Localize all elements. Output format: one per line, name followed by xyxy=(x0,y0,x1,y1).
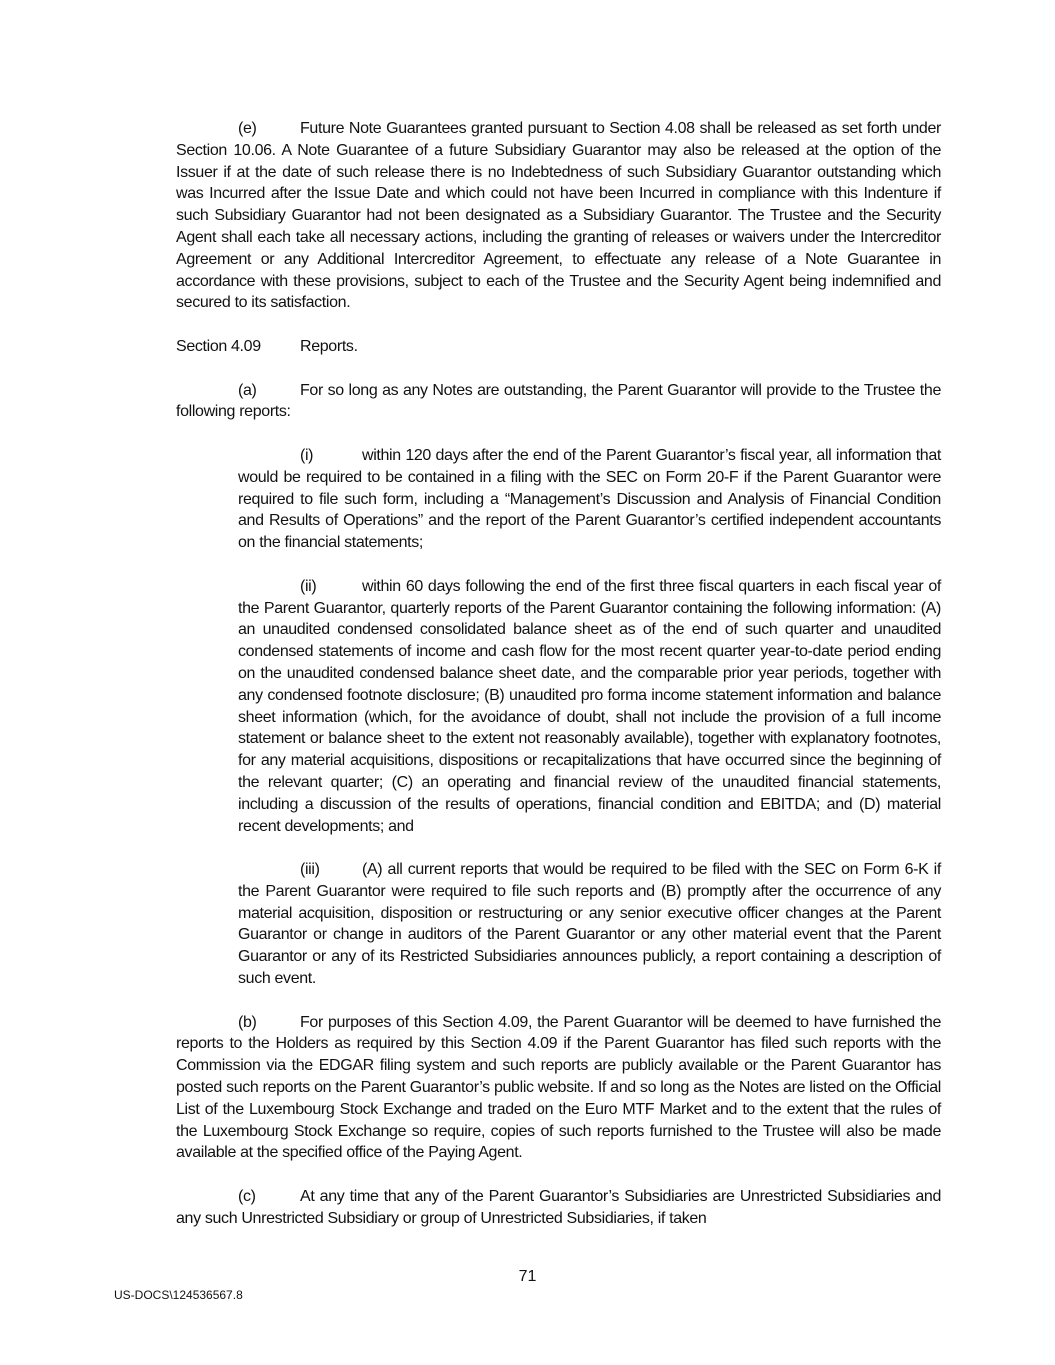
paragraph-c xyxy=(176,1186,941,1230)
subitem-ii xyxy=(238,576,941,838)
subitem-text: (A) all current reports that would be required to be filed with the SEC on Form 6-K if the Parent Guarantor were required to file such reports and (B) promptly after the occurrence of any material acquisition, disposition or restructuring or any senior executive officer changes at the Parent Guarantor or change in auditors of the Parent Guarantor or any other material event that the Parent Guarantor or any of its Restricted Subsidiaries announces publicly, a report containing a description of such event. xyxy=(238,861,941,988)
paragraph-text: For purposes of this Section 4.09, the Parent Guarantor will be deemed to have furnished the reports to the Holders as required by this Section 4.09 if the Parent Guarantor has filed such reports with the Commission via the EDGAR filing system and such reports are publicly available or the Parent Guarantor has posted such reports on the Parent Guarantor’s public website. If and so long as the Notes are listed on the Official List of the Luxembourg Stock Exchange and traded on the Euro MTF Market and to the extent that the rules of the Luxembourg Stock Exchange so require, copies of such reports furnished to the Trustee will also be made available at the specified office of the Paying Agent. xyxy=(176,1013,941,1162)
paragraph-text: For so long as any Notes are outstanding, the Parent Guarantor will provide to the Trustee the following reports: xyxy=(176,381,941,421)
paragraph-b xyxy=(176,1012,941,1165)
subitem-iii xyxy=(238,859,941,990)
subitem-label: (iii) xyxy=(300,861,320,879)
document-id: US-DOCS\124536567.8 xyxy=(114,1288,243,1302)
section-title: Reports. xyxy=(300,337,358,355)
subitem-text: within 60 days following the end of the first three fiscal quarters in each fiscal year of the Parent Guarantor, quarterly reports of the Parent Guarantor containing the following information: (A) an unaudited condensed consolidated balance sheet as of the end of such quarter and unaudited condensed statements of income and cash flow for the most recent quarter year-to-date period ending on the unaudited condensed balance sheet date, and the comparable prior year periods, together with any condensed footnote disclosure; (B) unaudited pro forma income statement information and balance sheet information (which, for the avoidance of doubt, shall not include the provision of a full income statement or balance sheet to the extent not reasonably available), together with explanatory footnotes, for any material acquisitions, dispositions or recapitalizations that have occurred since the beginning of the relevant quarter; (C) an operating and financial review of the unaudited financial statements, including a discussion of the results of operations, financial condition and EBITDA; and (D) material recent developments; and xyxy=(238,577,941,835)
paragraph-a xyxy=(176,380,941,424)
paragraph-label: (a) xyxy=(238,381,257,399)
paragraph-e xyxy=(176,118,941,314)
page-number: 71 xyxy=(518,1268,537,1285)
subitem-text: within 120 days after the end of the Parent Guarantor’s fiscal year, all information that would be required to be contained in a filing with the SEC on Form 20-F if the Parent Guarantor were required to file such form, including a “Management’s Discussion and Analysis of Financial Condition and Results of Operations” and the report of the Parent Guarantor’s certified independent accountants on the financial statements; xyxy=(238,446,941,552)
subitem-i xyxy=(238,445,941,554)
paragraph-text: At any time that any of the Parent Guarantor’s Subsidiaries are Unrestricted Subsidiaries and any such Unrestricted Subsidiary or group of Unrestricted Subsidiaries, if taken xyxy=(176,1188,941,1227)
paragraph-text: Future Note Guarantees granted pursuant to Section 4.08 shall be released as set forth under Section 10.06. A Note Guarantee of a future Subsidiary Guarantor may also be released at the option of the Issuer if at the date of such release there is no Indebtedness of such Subsidiary Guarantor outstanding which was Incurred after the Issue Date and which could not have been Incurred in compliance with this Indenture if such Subsidiary Guarantor had not been designated as a Subsidiary Guarantor. The Trustee and the Security Agent shall each take all necessary actions, including the granting of releases or waivers under the Intercreditor Agreement or any Additional Intercreditor Agreement, to effectuate any release of a Note Guarantee in accordance with these provisions, subject to each of the Trustee and the Security Agent being indemnified and secured to its satisfaction. xyxy=(176,120,941,312)
section-number: Section 4.09 xyxy=(176,337,261,355)
document-page xyxy=(176,118,941,1251)
subitem-label: (ii) xyxy=(300,577,317,595)
paragraph-label: (e) xyxy=(238,120,257,137)
paragraph-label: (c) xyxy=(238,1188,256,1206)
section-heading xyxy=(176,336,941,358)
paragraph-label: (b) xyxy=(238,1013,257,1031)
subitem-label: (i) xyxy=(300,446,314,464)
